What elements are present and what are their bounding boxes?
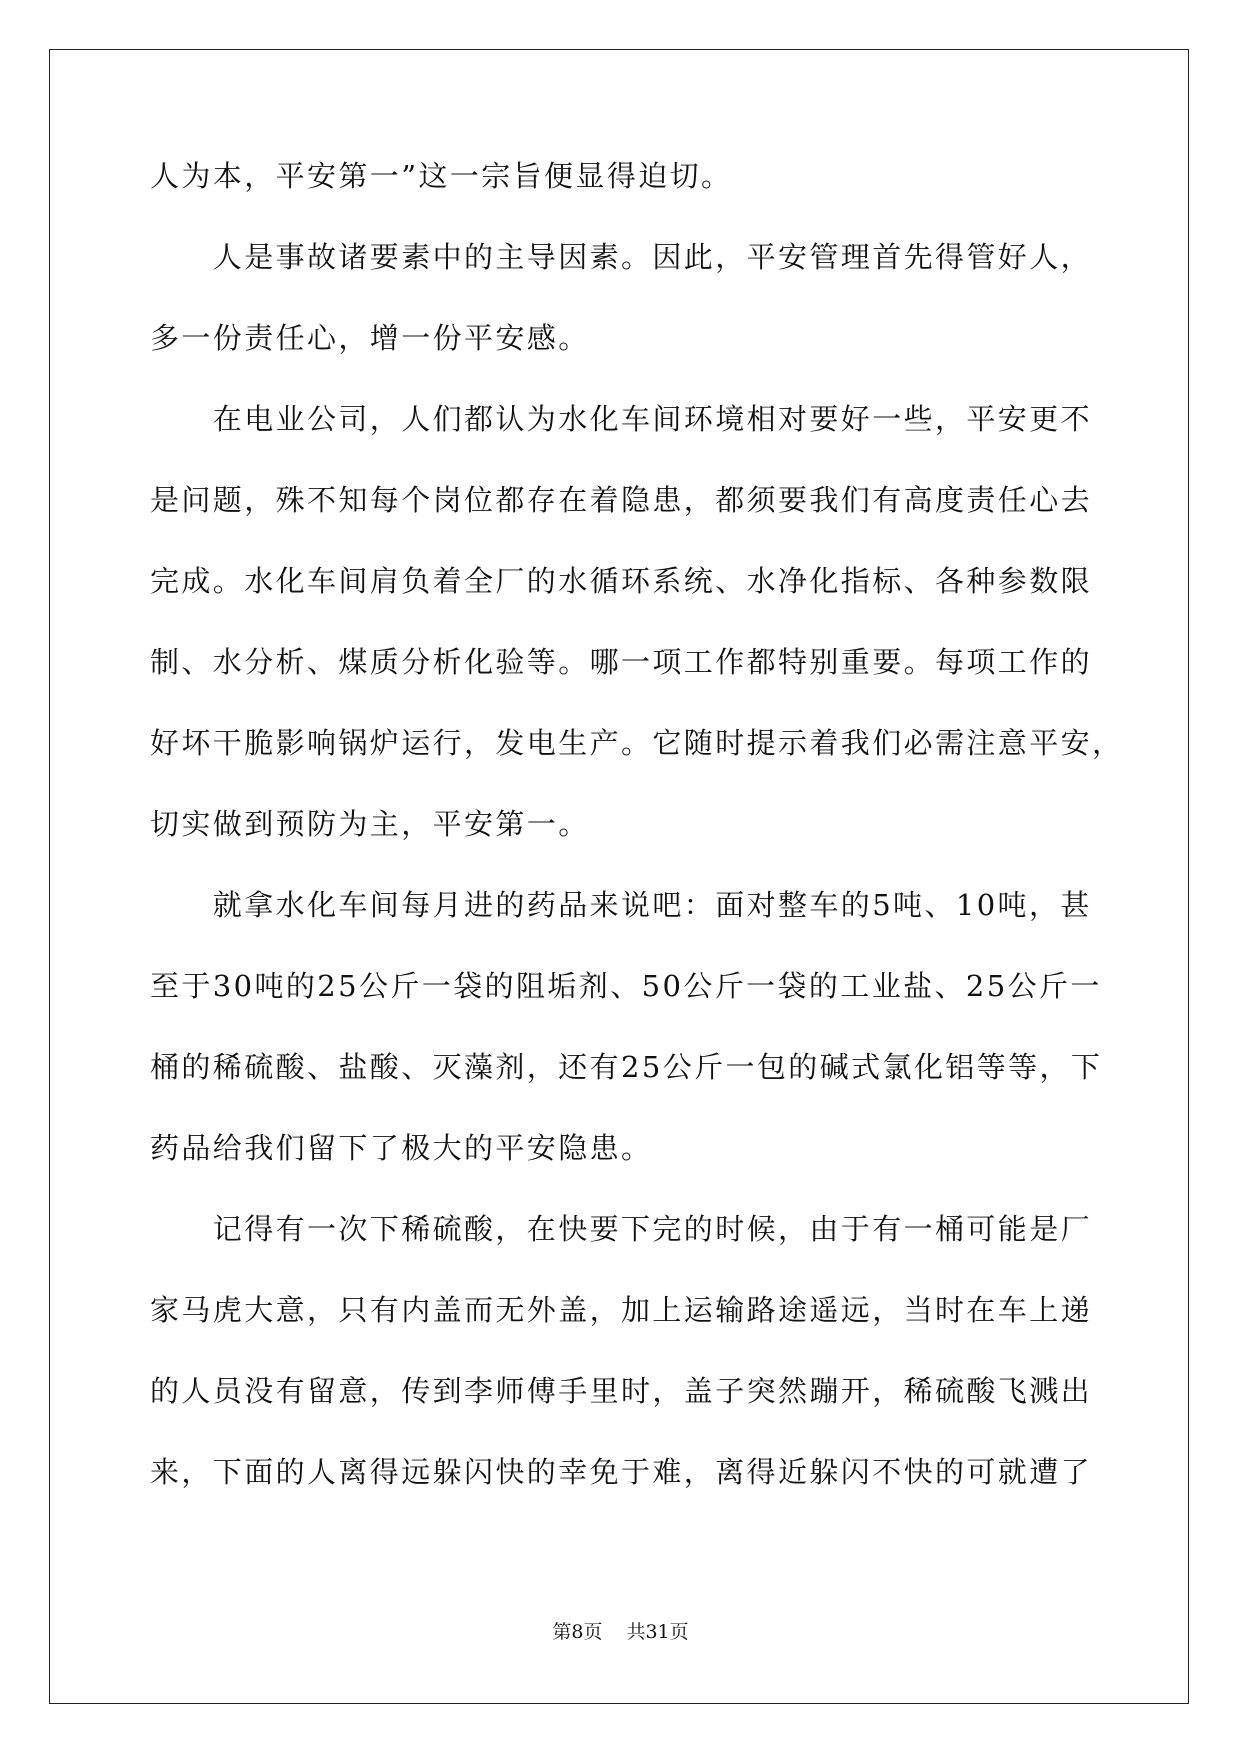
page-footer	[0, 1617, 1241, 1644]
text-line: 人为本，平安第一”这一宗旨便显得迫切。	[150, 159, 733, 193]
text-line: 药品给我们留下了极大的平安隐患。	[150, 1131, 653, 1165]
page-total: 共31页	[626, 1621, 689, 1643]
text-line: 切实做到预防为主，平安第一。	[150, 807, 590, 841]
text-line: 至于30吨的25公斤一袋的阻垢剂、50公斤一袋的工业盐、25公斤一	[150, 969, 1102, 1003]
text-line: 完成。水化车间肩负着全厂的水循环系统、水净化指标、各种参数限	[150, 564, 1093, 598]
text-line: 桶的稀硫酸、盐酸、灭藻剂，还有25公斤一包的碱式氯化铝等等，下	[150, 1050, 1103, 1084]
text-line: 好坏干脆影响锅炉运行，发电生产。它随时提示着我们必需注意平安，	[150, 726, 1124, 760]
text-line: 制、水分析、煤质分析化验等。哪一项工作都特别重要。每项工作的	[150, 645, 1093, 679]
text-line: 在电业公司，人们都认为水化车间环境相对要好一些，平安更不	[150, 402, 1093, 436]
text-line: 是问题，殊不知每个岗位都存在着隐患，都须要我们有高度责任心去	[150, 483, 1093, 517]
text-line: 就拿水化车间每月进的药品来说吧：面对整车的5吨、10吨，甚	[150, 888, 1092, 922]
text-line: 多一份责任心，增一份平安感。	[150, 321, 590, 355]
text-line: 记得有一次下稀硫酸，在快要下完的时候，由于有一桶可能是厂	[150, 1212, 1093, 1246]
document-body	[150, 158, 1124, 1535]
page-number: 第8页	[552, 1621, 603, 1643]
text-line: 来，下面的人离得远躲闪快的幸免于难，离得近躲闪不快的可就遭了	[150, 1455, 1093, 1489]
text-line: 家马虎大意，只有内盖而无外盖，加上运输路途遥远，当时在车上递	[150, 1293, 1093, 1327]
text-line: 的人员没有留意，传到李师傅手里时，盖子突然蹦开，稀硫酸飞溅出	[150, 1374, 1093, 1408]
text-line: 人是事故诸要素中的主导因素。因此，平安管理首先得管好人，	[150, 240, 1093, 274]
